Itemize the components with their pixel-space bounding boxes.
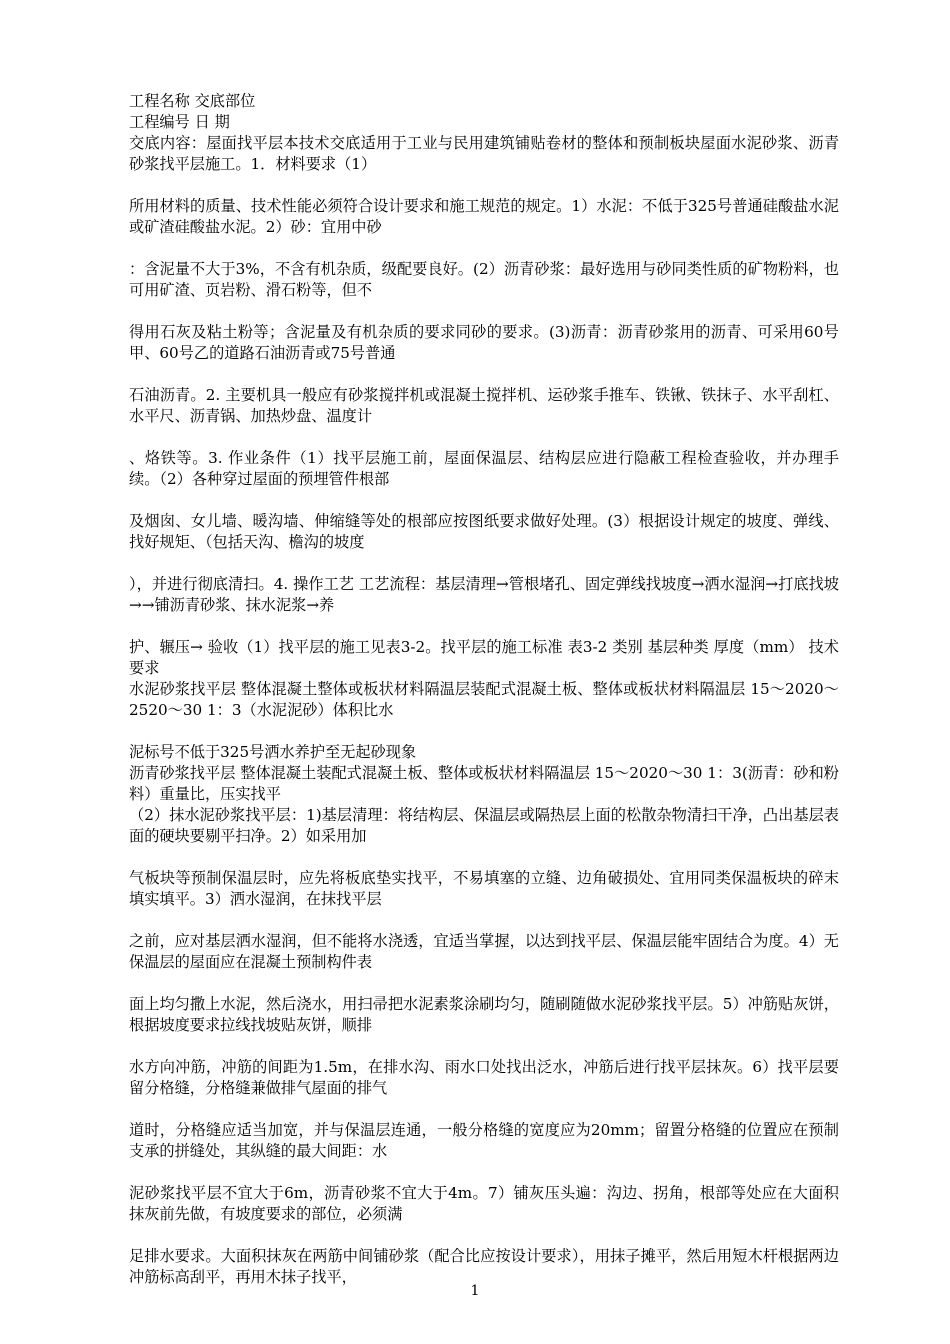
- paragraph-materials: 所用材料的质量、技术性能必须符合设计要求和施工规范的规定。1）水泥：不低于325号普通硅酸盐水泥或矿渣硅酸盐水泥。2）砂：宜用中砂: [129, 197, 839, 236]
- paragraph-cement-spread: 面上均匀撒上水泥，然后浇水，用扫帚把水泥素浆涂刷均匀，随刷随做水泥砂浆找平层。5）冲筋贴灰饼，根据坡度要求拉线找坡贴灰饼，顺排: [129, 995, 839, 1034]
- paragraph-sand: ：含泥量不大于3%，不含有机杂质，级配要良好。(2）沥青砂浆：最好选用与砂同类性质的矿物粉料，也可用矿渣、页岩粉、滑石粉等，但不: [129, 260, 839, 299]
- paragraph-chimney: 及烟囱、女儿墙、暖沟墙、伸缩缝等处的根部应按图纸要求做好处理。(3）根据设计规定的坡度、弹线、找好规矩、（包括天沟、檐沟的坡度: [129, 512, 839, 551]
- page-number: 1: [470, 1283, 480, 1299]
- paragraph-conditions: 、烙铁等。3. 作业条件（1）找平层施工前，屋面保温层、结构层应进行隐蔽工程检查验收，并办理手续。（2）各种穿过屋面的预埋管件根部: [129, 449, 839, 488]
- paragraph-table-header: 护、辗压→ 验收（1）找平层的施工见表3-2。找平层的施工标准 表3-2 类别 基层种类 厚度（mm） 技术要求: [129, 638, 839, 677]
- paragraph-wetting: 之前，应对基层洒水湿润，但不能将水浇透，宜适当掌握，以达到找平层、保温层能牢固结合为度。4）无保温层的屋面应在混凝土预制构件表: [129, 932, 839, 971]
- paragraph-tools: 石油沥青。2. 主要机具一般应有砂浆搅拌机或混凝土搅拌机、运砂浆手推车、铁锹、铁抹子、水平刮杠、水平尺、沥青锅、加热炒盘、温度计: [129, 386, 839, 425]
- paragraph-process: ），并进行彻底清扫。4. 操作工艺 工艺流程：基层清理→管根堵孔、固定弹线找坡度→洒水湿润→打底找坡→→铺沥青砂浆、抹水泥浆→养: [129, 575, 839, 614]
- document-body: [129, 91, 839, 1288]
- header-project-name: 工程名称 交底部位: [129, 92, 256, 110]
- paragraph-spacing: 泥砂浆找平层不宜大于6m，沥青砂浆不宜大于4m。7）铺灰压头遍：沟边、拐角，根部等处应在大面积抹灰前先做，有坡度要求的部位，必须满: [129, 1184, 839, 1223]
- paragraph-joints: 道时，分格缝应适当加宽，并与保温层连通，一般分格缝的宽度应为20mm；留置分格缝的位置应在预制支承的拼缝处，其纵缝的最大间距：水: [129, 1121, 839, 1160]
- paragraph-table-row-cement-cont: 泥标号不低于325号洒水养护至无起砂现象: [129, 743, 417, 761]
- header-project-number: 工程编号 日 期: [129, 113, 230, 131]
- paragraph-drainage: 足排水要求。大面积抹灰在两筋中间铺砂浆（配合比应按设计要求），用抹子摊平，然后用短木杆根据两边冲筋标高刮平，再用木抹子找平，: [129, 1247, 839, 1286]
- paragraph-table-row-cement: 水泥砂浆找平层 整体混凝土整体或板状材料隔温层装配式混凝土板、整体或板状材料隔温层 15～2020～2520～30 1：3（水泥泥砂）体积比水: [129, 680, 839, 719]
- paragraph-asphalt: 得用石灰及粘土粉等；含泥量及有机杂质的要求同砂的要求。(3)沥青：沥青砂浆用的沥青、可采用60号甲、60号乙的道路石油沥青或75号普通: [129, 323, 839, 362]
- paragraph-table-row-asphalt: 沥青砂浆找平层 整体混凝土装配式混凝土板、整体或板状材料隔温层 15～2020～30 1：3(沥青：砂和粉料）重量比，压实找平: [129, 764, 839, 803]
- paragraph-screeding: 水方向冲筋，冲筋的间距为1.5m，在排水沟、雨水口处找出泛水，冲筋后进行找平层抹灰。6）找平层要留分格缝，分格缝兼做排气屋面的排气: [129, 1058, 839, 1097]
- paragraph-aerated-block: 气板块等预制保温层时，应先将板底垫实找平，不易填塞的立缝、边角破损处、宜用同类保温板块的碎末填实填平。3）洒水湿润，在抹找平层: [129, 869, 839, 908]
- paragraph-base-cleaning: （2）抹水泥砂浆找平层：1)基层清理：将结构层、保温层或隔热层上面的松散杂物清扫干净，凸出基层表面的硬块要剔平扫净。2）如采用加: [129, 806, 839, 845]
- paragraph-intro: 交底内容：屋面找平层本技术交底适用于工业与民用建筑铺贴卷材的整体和预制板块屋面水泥砂浆、沥青砂浆找平层施工。1．材料要求（1）: [129, 134, 839, 173]
